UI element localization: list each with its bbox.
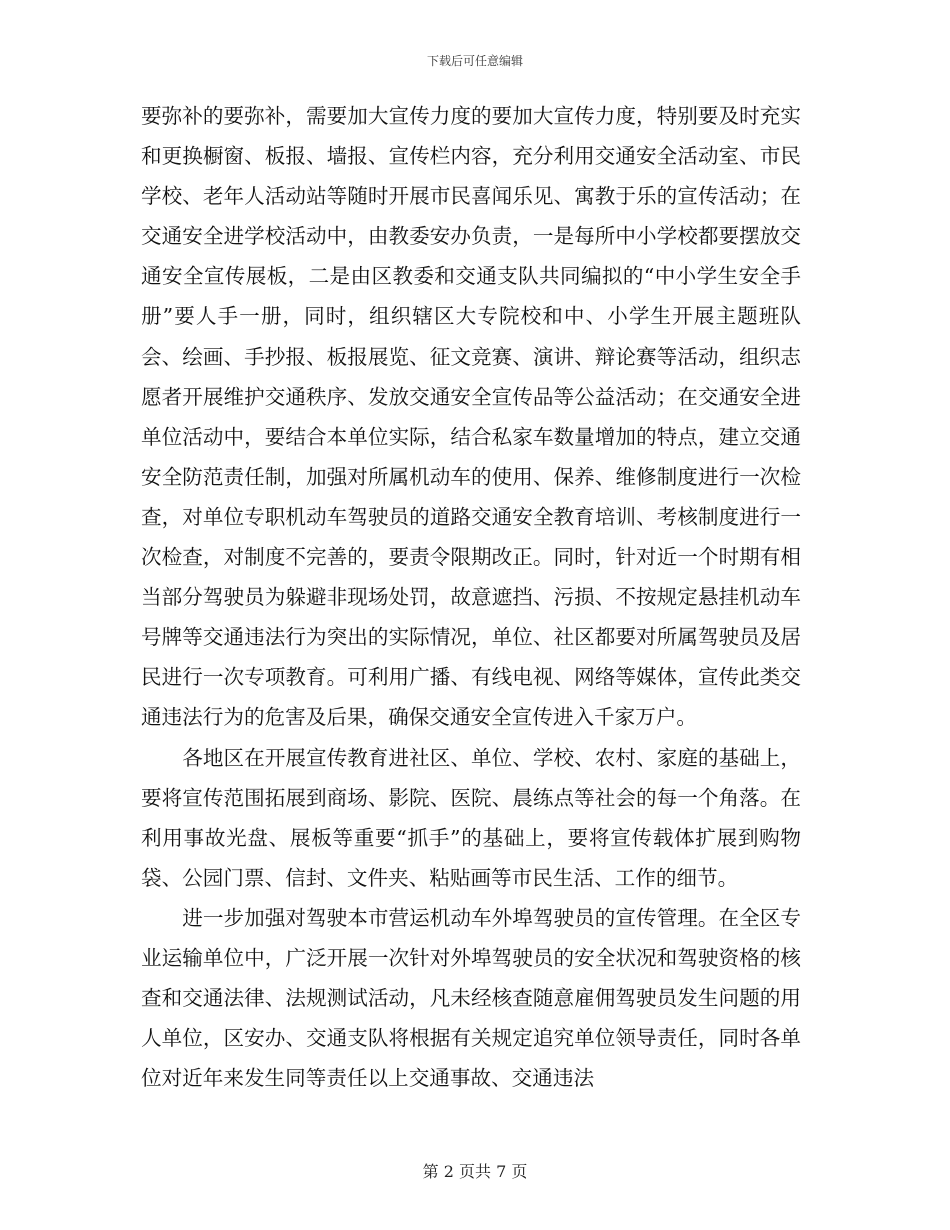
document-body [141,96,801,1098]
paragraph-1: 要弥补的要弥补，需要加大宣传力度的要加大宣传力度，特别要及时充实和更换橱窗、板报、墙报、宣传栏内容，充分利用交通安全活动室、市民学校、老年人活动站等随时开展市民喜闻乐见、寓教于乐的宣传活动；在交通安全进学校活动中，由教委安办负责，一是每所中小学校都要摆放交通安全宣传展板，二是由区教委和交通支队共同编拟的“中小学生安全手册”要人手一册，同时，组织辖区大专院校和中、小学生开展主题班队会、绘画、手抄报、板报展览、征文竞赛、演讲、辩论赛等活动，组织志愿者开展维护交通秩序、发放交通安全宣传品等公益活动；在交通安全进单位活动中，要结合本单位实际，结合私家车数量增加的特点，建立交通安全防范责任制，加强对所属机动车的使用、保养、维修制度进行一次检查，对单位专职机动车驾驶员的道路交通安全教育培训、考核制度进行一次检查，对制度不完善的，要责令限期改正。同时，针对近一个时期有相当部分驾驶员为躲避非现场处罚，故意遮挡、污损、不按规定悬挂机动车号牌等交通违法行为突出的实际情况，单位、社区都要对所属驾驶员及居民进行一次专项教育。可利用广播、有线电视、网络等媒体，宣传此类交通违法行为的危害及后果，确保交通安全宣传进入千家万户。 [141,104,801,730]
page-number-footer: 第 2 页共 7 页 [422,1162,528,1181]
page-header-note: 下载后可任意编辑 [426,54,523,68]
paragraph-3: 进一步加强对驾驶本市营运机动车外埠驾驶员的宣传管理。在全区专业运输单位中，广泛开展一次针对外埠驾驶员的安全状况和驾驶资格的核查和交通法律、法规测试活动，凡未经核查随意雇佣驾驶员发生问题的用人单位，区安办、交通支队将根据有关规定追究单位领导责任，同时各单位对近年来发生同等责任以上交通事故、交通违法 [141,905,801,1091]
paragraph-2: 各地区在开展宣传教育进社区、单位、学校、农村、家庭的基础上，要将宣传范围拓展到商场、影院、医院、晨练点等社会的每一个角落。在利用事故光盘、展板等重要“抓手”的基础上，要将宣传载体扩展到购物袋、公园门票、信封、文件夹、粘贴画等市民生活、工作的细节。 [141,745,801,890]
